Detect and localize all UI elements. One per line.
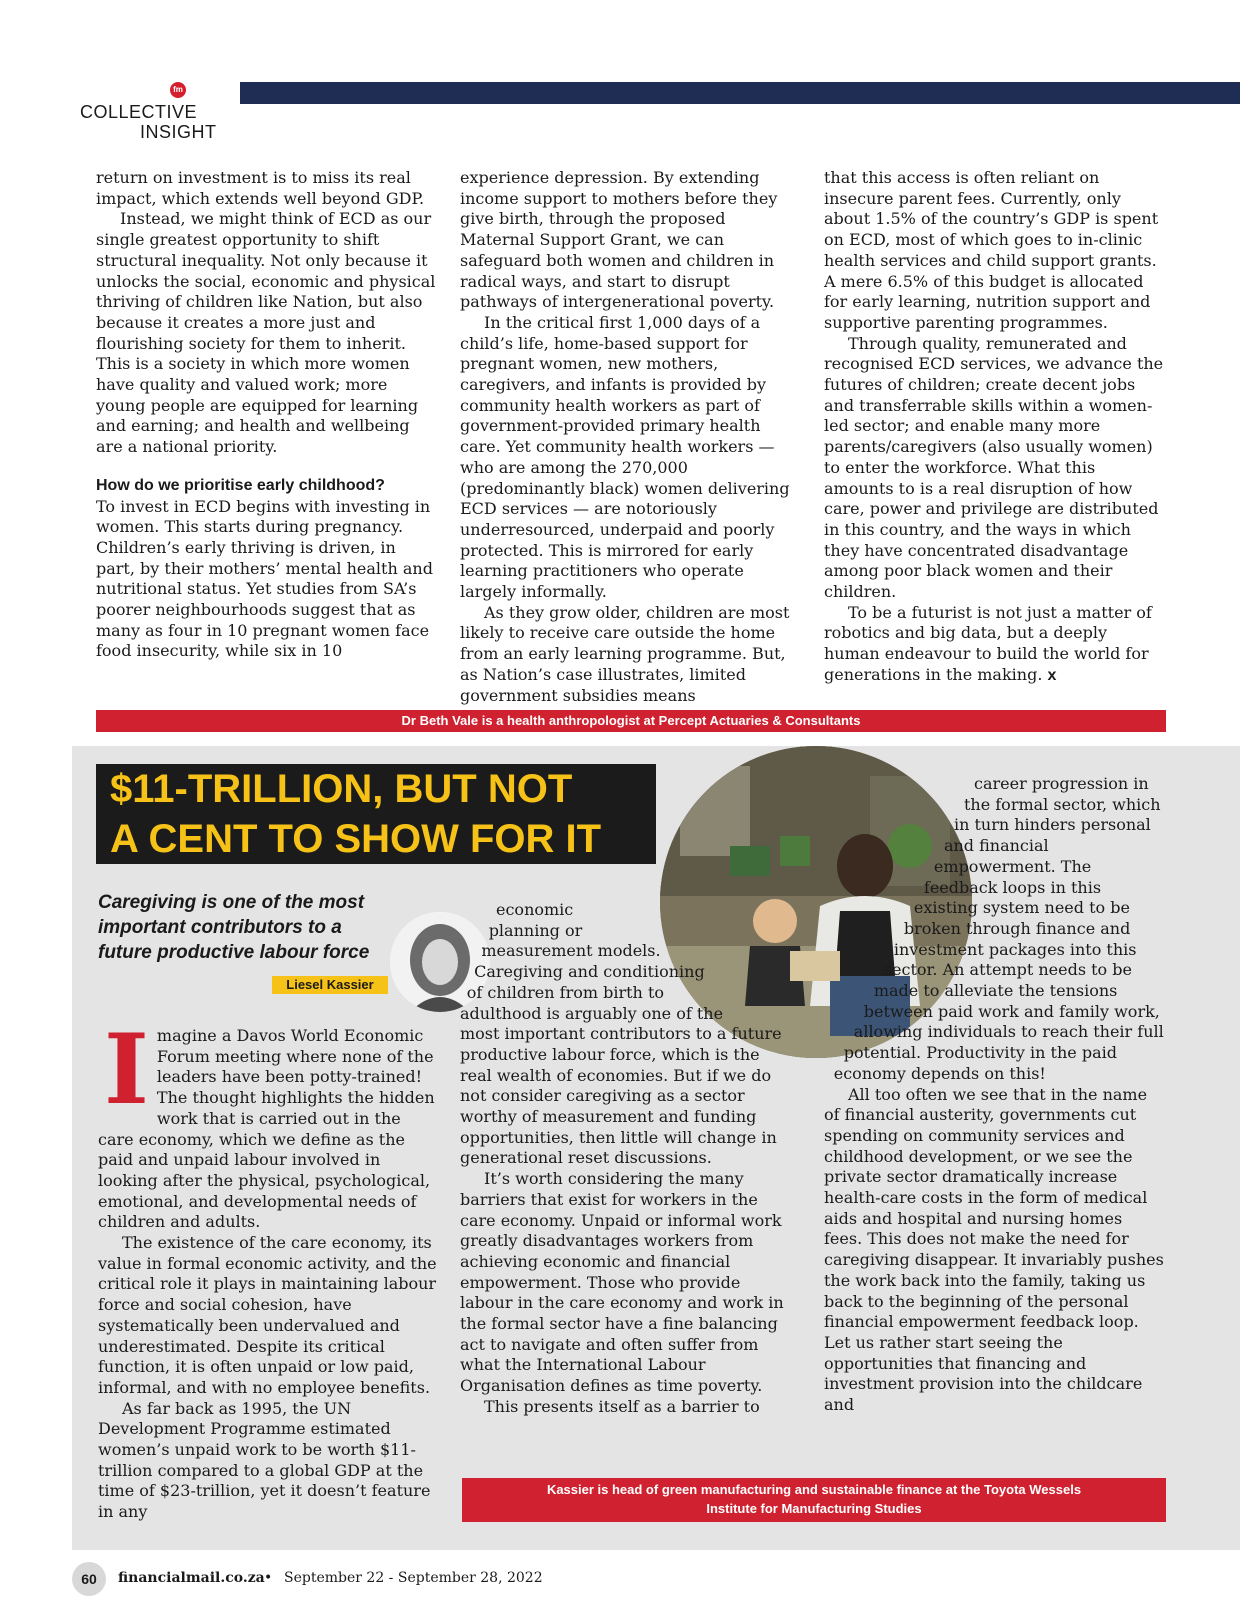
- article2-column-3: [824, 774, 1164, 1416]
- body-paragraph: All too often we see that in the name of financial austerity, governments cut spending on community services and childhood development, or we see the private sector dramatically increase health-care costs in the form of medical aids and hospital and nursing homes fees. This does not make the need for caregiving disappear. It invariably pushes the work back into the family, taking us back to the beginning of the personal financial empowerment feedback loop. Let us rather start seeing the opportunities that financing and investment provision into the childcare and: [824, 1084, 1164, 1415]
- page-number: 60: [72, 1562, 106, 1596]
- headline-line-1: $11-TRILLION, BUT NOT: [110, 767, 573, 811]
- drop-cap: I: [104, 1013, 149, 1126]
- author-bio-bar-2: [462, 1478, 1166, 1522]
- subheading: How do we prioritise early childhood?: [96, 476, 385, 494]
- logo-line-1: COLLECTIVE: [80, 102, 198, 122]
- body-paragraph: It’s worth considering the many barriers that exist for workers in the care economy. Unpaid or informal work greatly disadvantages workers from achieving economic and financial empowerment. Those who provide labour in the care economy and work in the formal sector have a fine balancing act to navigate and often suffer from what the International Labour Organisation defines as time poverty.: [460, 1169, 784, 1396]
- bio-line-2: Institute for Manufacturing Studies: [706, 1501, 922, 1516]
- author-tag: Liesel Kassier: [272, 976, 388, 994]
- body-paragraph: This presents itself as a barrier to: [484, 1396, 760, 1416]
- body-paragraph: As far back as 1995, the UN Development Programme estimated women’s unpaid work to be worth $11-trillion compared to a global GDP at the time of $23-trillion, yet it doesn’t feature in any: [98, 1398, 431, 1522]
- body-paragraph: [824, 603, 1164, 687]
- footer-bullet: •: [264, 1570, 273, 1586]
- body-paragraph: [98, 1013, 438, 1233]
- body-paragraph: Instead, we might think of ECD as our single greatest opportunity to shift structural inequality. Not only because it unlocks the social, economic and physical thriving of children like Nation, but also because it creates a more just and flourishing society for them to inherit. This is a society in which more women have quality and valued work; more young people are equipped for learning and earning; and health and wellbeing are a national priority.: [96, 209, 436, 457]
- header-rule: [240, 82, 1240, 104]
- body-paragraph: Through quality, remunerated and recognised ECD services, we advance the futures of children; create decent jobs and transferrable skills within a women-led sector; and enable many more parents/caregivers (also usually women) to enter the workforce. What this amounts to is a real disruption of how care, power and privilege are distributed in this country, and the ways in which they have concentrated disadvantage among poor black women and their children.: [824, 333, 1164, 602]
- article1-column-2: [460, 168, 796, 706]
- article1-column-3: [824, 168, 1164, 687]
- body-paragraph: economic planning or measurement models. Caregiving and conditioning of children from birth to adulthood is arguably one of the most important contributors to a future productive labour force, which is the real wealth of economies. But if we do not consider caregiving as a sector worthy of measurement and funding opportunities, then little will change in generational reset discussions.: [460, 900, 782, 1168]
- opening-text: magine a Davos World Economic Forum meeting where none of the leaders have been potty-trained! The thought highlights the hidden work that is carried out in the care economy, which we define as the paid and unpaid labour involved in looking after the physical, psychological, emotional, and developmental needs of children and adults.: [98, 1026, 435, 1232]
- end-mark: x: [1047, 666, 1057, 684]
- body-paragraph: In the critical first 1,000 days of a child’s life, home-based support for pregnant women, new mothers, caregivers, and infants is provided by community health workers as part of government-provided primary health care. Yet community health workers — who are among the 270,000 (predominantly black) women delivering ECD services — are notoriously underresourced, underpaid and poorly protected. This is mirrored for early learning practitioners who operate largely informally.: [460, 312, 790, 602]
- closing-text: To be a futurist is not just a matter of robotics and big data, but a deeply human endeavour to build the world for generations in the making.: [824, 602, 1152, 684]
- logo-line-2: INSIGHT: [140, 122, 217, 142]
- body-paragraph: As they grow older, children are most likely to receive care outside the home from an early learning programme. But, as Nation’s case illustrates, limited government subsidies means: [460, 602, 790, 705]
- author-bio-bar: Dr Beth Vale is a health anthropologist at Percept Actuaries & Consultants: [96, 710, 1166, 732]
- article2-column-1: [98, 1013, 438, 1523]
- standfirst: Caregiving is one of the most important contributors to a future productive labour force: [98, 892, 370, 963]
- body-paragraph: The existence of the care economy, its value in formal economic activity, and the critical role it plays in maintaining labour force and social cohesion, have systematically been undervalued and underestimated. Despite its critical function, it is often unpaid or low paid, informal, and with no employee benefits.: [98, 1233, 437, 1397]
- headline-box: [96, 764, 656, 864]
- fm-badge: fm: [170, 82, 186, 98]
- collective-insight-logo: [80, 78, 230, 148]
- article1-column-1: [96, 168, 436, 662]
- body-paragraph: experience depression. By extending income support to mothers before they give birth, through the proposed Maternal Support Grant, we can safeguard both women and children in radical ways, and start to disrupt pathways of intergenerational poverty.: [460, 168, 778, 312]
- body-paragraph: return on investment is to miss its real impact, which extends well beyond GDP.: [96, 168, 425, 208]
- body-paragraph: To invest in ECD begins with investing in women. This starts during pregnancy. Children’s early thriving is driven, in part, by their mothers’ mental health and nutritional status. Yet studies from SA’s poorer neighbourhoods suggest that as many as four in 10 pregnant women face food insecurity, while six in 10: [96, 496, 433, 661]
- body-paragraph: career progression in the formal sector, which in turn hinders personal and financial empowerment. The feedback loops in this existing system need to be broken through finance and investment packages into this sector. An attempt needs to be made to alleviate the tensions between paid work and family work, allowing individuals to reach their full potential. Productivity in the paid economy depends on this!: [833, 774, 1164, 1083]
- page-footer: [72, 1550, 1240, 1610]
- article2-column-2: [460, 900, 796, 1418]
- bio-line-1: Kassier is head of green manufacturing and sustainable finance at the Toyota Wessels: [546, 1482, 1082, 1497]
- headline-line-2: A CENT TO SHOW FOR IT: [110, 817, 602, 861]
- site-url: financialmail.co.za: [118, 1570, 265, 1586]
- issue-dates: September 22 - September 28, 2022: [284, 1570, 543, 1586]
- body-paragraph: that this access is often reliant on insecure parent fees. Currently, only about 1.5% of the country’s GDP is spent on ECD, most of which goes to in-clinic health services and child support grants. A mere 6.5% of this budget is allocated for early learning, nutrition support and supportive parenting programmes.: [824, 168, 1159, 332]
